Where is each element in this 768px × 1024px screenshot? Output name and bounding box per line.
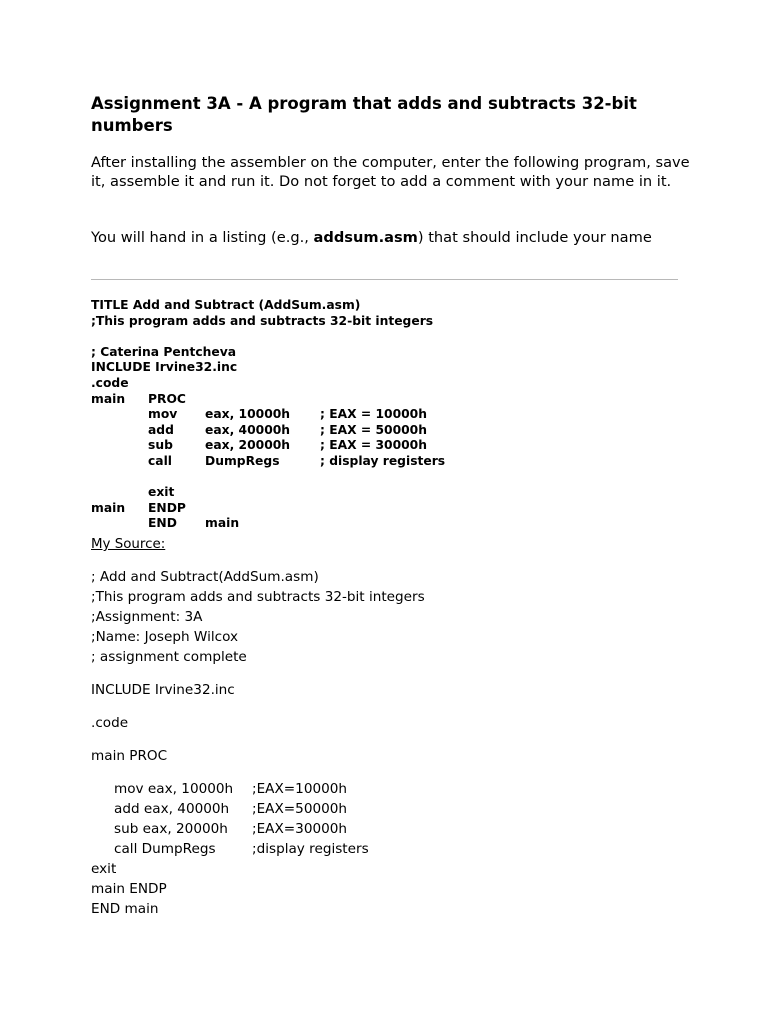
listing-cell: ; display registers — [320, 453, 446, 468]
listing-cell: .code — [91, 375, 129, 390]
source-comment-text: ;EAX=50000h — [252, 801, 348, 817]
listing-cell: call — [148, 453, 173, 468]
listing-cell: DumpRegs — [205, 453, 280, 468]
listing-cell: TITLE Add and Subtract (AddSum.asm) — [91, 298, 361, 312]
listing-cell: ; Caterina Pentcheva — [91, 344, 237, 359]
source-comment-text: ;display registers — [252, 841, 369, 857]
source-code-text: call DumpRegs — [114, 841, 216, 857]
hand-in-text-start: You will hand in a listing (e.g., — [91, 229, 314, 246]
source-code-text: add eax, 40000h — [114, 801, 230, 817]
source-code-text: INCLUDE Irvine32.inc — [91, 682, 235, 698]
source-comment-text: ;EAX=30000h — [252, 821, 348, 837]
listing-cell: ; EAX = 50000h — [320, 422, 427, 437]
listing-cell: ENDP — [148, 500, 186, 515]
listing-cell: main — [91, 391, 126, 406]
source-code-text: sub eax, 20000h — [114, 821, 228, 837]
source-code-text: ; assignment complete — [91, 649, 247, 665]
source-code-text: main ENDP — [91, 881, 167, 897]
listing-cell: eax, 40000h — [205, 422, 291, 437]
hand-in-paragraph — [91, 228, 691, 247]
listing-cell: END — [148, 516, 177, 531]
hand-in-text-end: ) that should include your name — [417, 229, 652, 246]
source-code-text: ;This program adds and subtracts 32-bit integers — [91, 589, 425, 605]
listing-cell: eax, 20000h — [205, 438, 291, 453]
source-code-text: exit — [91, 861, 117, 877]
listing-cell: eax, 10000h — [205, 407, 291, 422]
source-code-text: .code — [91, 715, 129, 731]
source-code-text: ;Name: Joseph Wilcox — [91, 629, 239, 645]
listing-cell: ; EAX = 10000h — [320, 407, 427, 422]
listing-cell: add — [148, 422, 174, 437]
source-code-text: ; Add and Subtract(AddSum.asm) — [91, 569, 319, 585]
filename-bold: addsum.asm — [313, 229, 418, 246]
listing-cell: exit — [148, 485, 175, 500]
listing-cell: INCLUDE Irvine32.inc — [91, 360, 238, 375]
listing-cell: main — [91, 500, 126, 515]
listing-cell: ;This program adds and subtracts 32-bit integers — [91, 313, 434, 328]
source-code-text: mov eax, 10000h — [114, 781, 234, 797]
source-code-text: END main — [91, 901, 159, 917]
assignment-title: Assignment 3A - A program that adds and subtracts 32-bit numbers — [91, 94, 637, 135]
source-comment-text: ;EAX=10000h — [252, 781, 348, 797]
listing-cell: ; EAX = 30000h — [320, 438, 427, 453]
listing-cell: main — [205, 516, 240, 531]
source-code-text: ;Assignment: 3A — [91, 609, 203, 625]
listing-cell: sub — [148, 438, 173, 453]
my-source-link[interactable]: My Source: — [91, 537, 166, 552]
listing-cell: PROC — [148, 391, 186, 406]
horizontal-divider — [91, 279, 678, 280]
instructions-paragraph: After installing the assembler on the computer, enter the following program, save it, assemble it and run it. Do not forget to add a comment with your name in it. — [91, 154, 690, 190]
source-code-text: main PROC — [91, 748, 168, 764]
listing-cell: mov — [148, 407, 178, 422]
